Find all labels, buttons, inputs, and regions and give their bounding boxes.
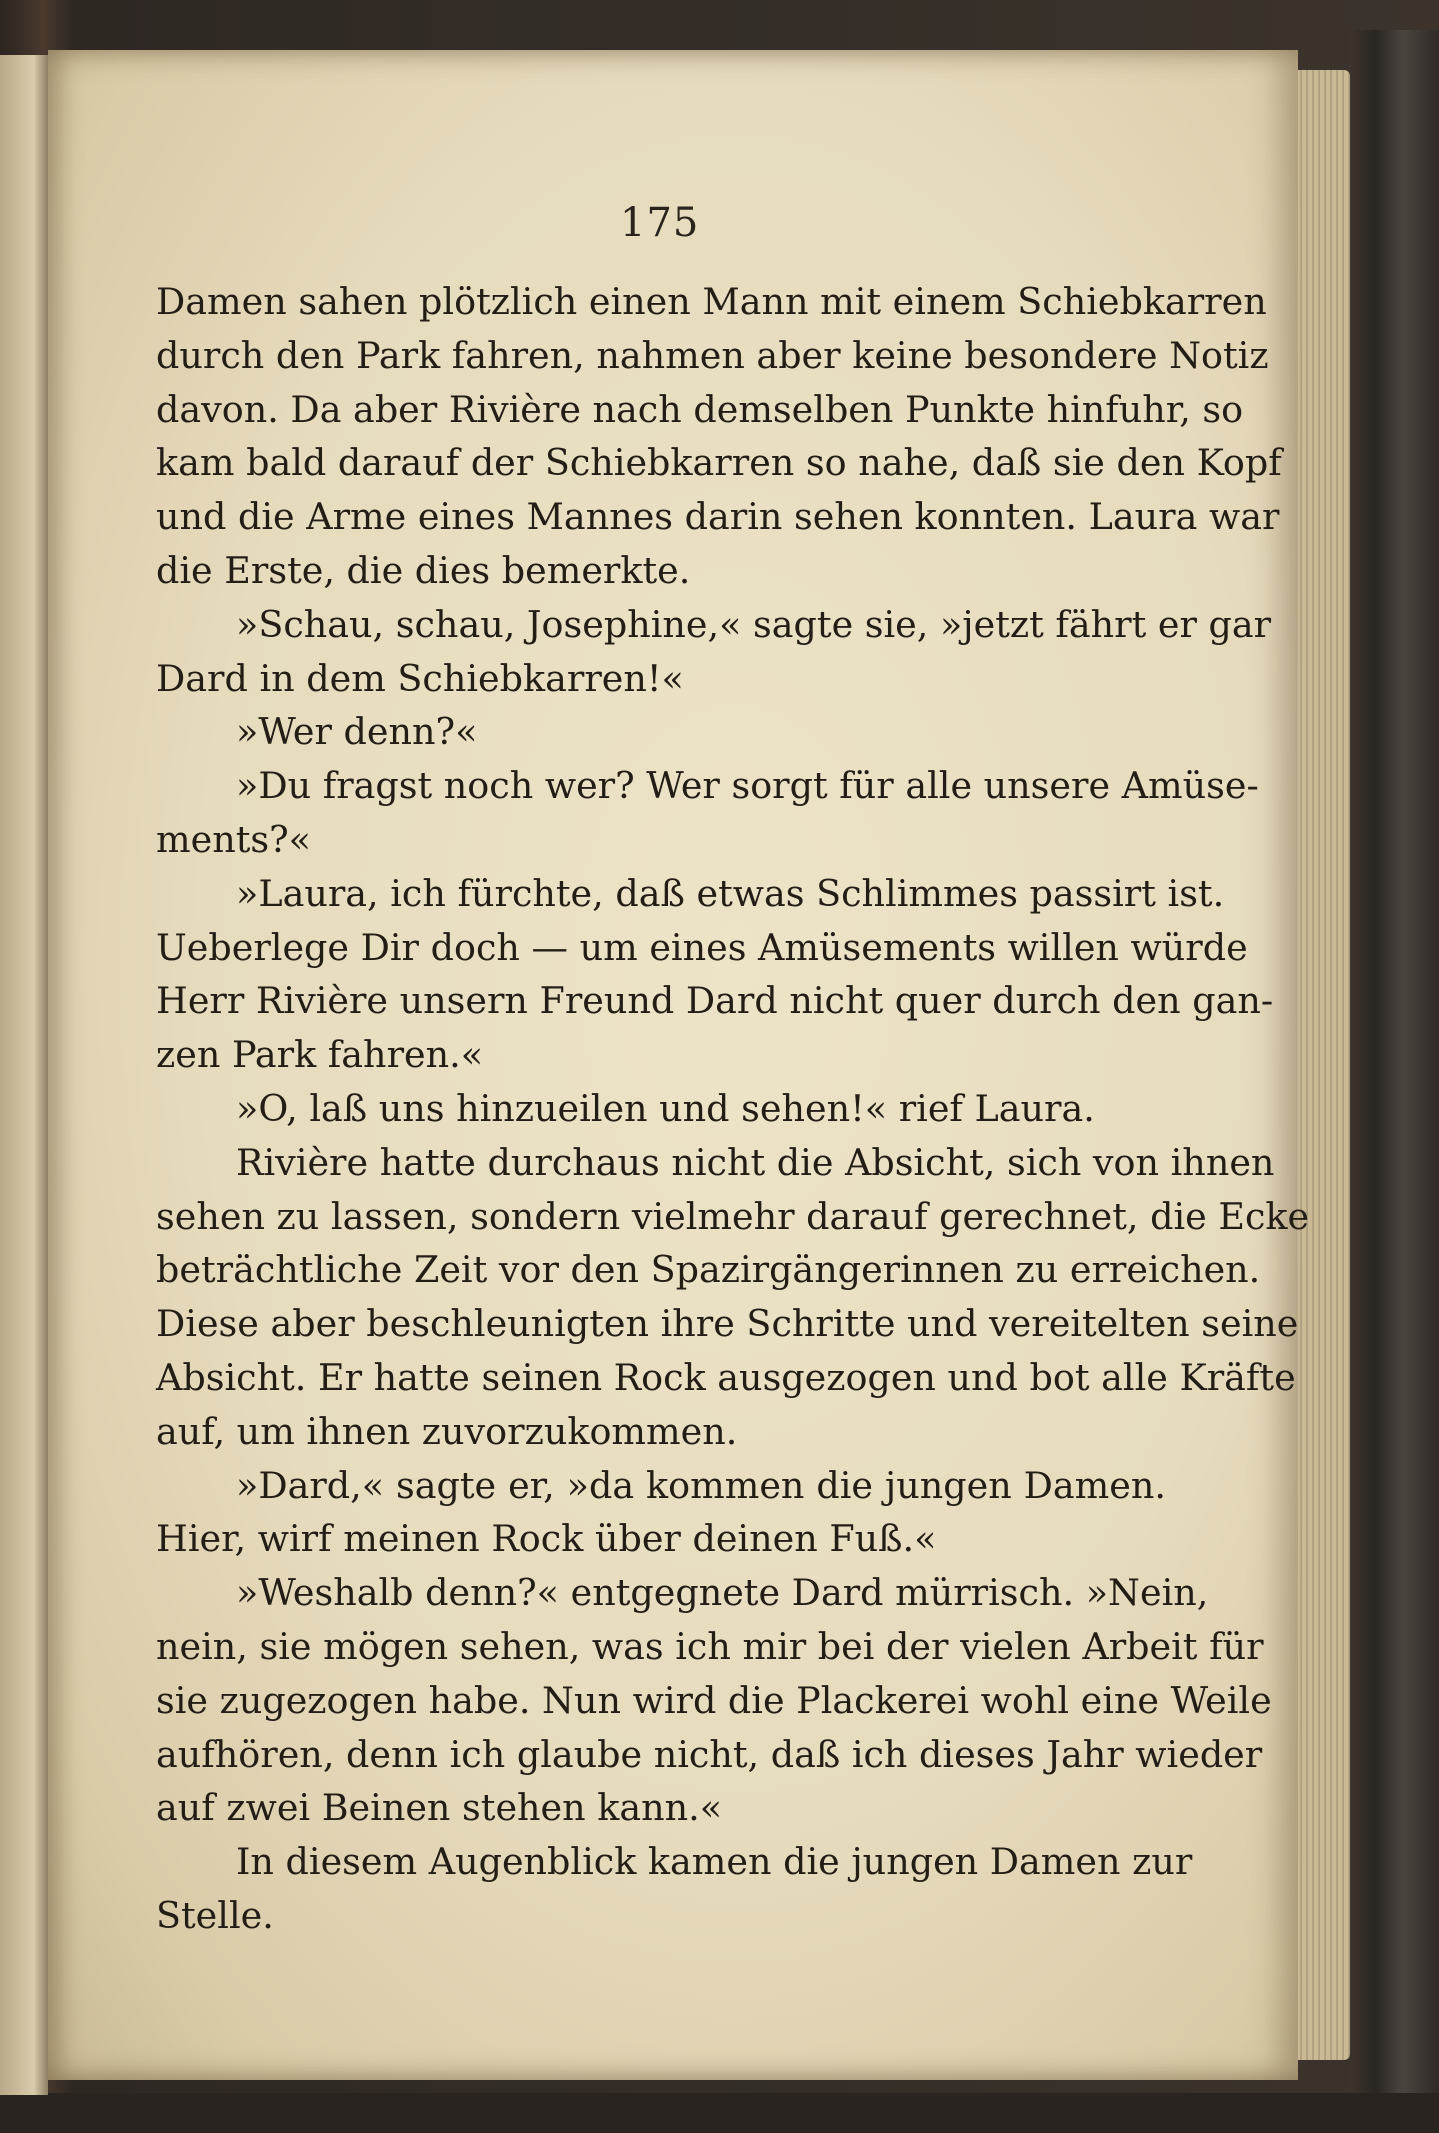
text-line: »Schau, schau, Josephine,« sagte sie, »jetzt fährt er gar [236, 602, 1272, 646]
text-line: durch den Park fahren, nahmen aber keine besondere Notiz [156, 333, 1269, 377]
text-line: auf zwei Beinen stehen kann.« [156, 1786, 723, 1830]
text-line: Damen sahen plötzlich einen Mann mit einem Schiebkarren [156, 280, 1267, 323]
text-line: Stelle. [156, 1893, 274, 1937]
text-line: »Wer denn?« [236, 710, 478, 754]
text-line: Hier, wirf meinen Rock über deinen Fuß.« [156, 1517, 937, 1561]
text-line: In diesem Augenblick kamen die jungen Damen zur [236, 1840, 1193, 1884]
text-line: aufhören, denn ich glaube nicht, daß ich dieses Jahr wieder [156, 1732, 1263, 1776]
text-line: sie zugezogen habe. Nun wird die Plackerei wohl eine Weile [156, 1678, 1272, 1722]
text-line: »Du fragst noch wer? Wer sorgt für alle unsere Amüse- [236, 764, 1259, 808]
text-line: »Weshalb denn?« entgegnete Dard mürrisch. »Nein, [236, 1571, 1209, 1615]
text-line: sehen zu lassen, sondern vielmehr darauf gerechnet, die Ecke [156, 1194, 1310, 1238]
facing-page-edge [0, 55, 48, 2095]
book-page [48, 50, 1310, 2080]
text-line: »O, laß uns hinzueilen und sehen!« rief Laura. [236, 1086, 1095, 1130]
text-line: auf, um ihnen zuvorzukommen. [156, 1409, 738, 1453]
text-line: zen Park fahren.« [156, 1033, 484, 1077]
text-line: davon. Da aber Rivière nach demselben Punkte hinfuhr, so [156, 387, 1244, 431]
text-line: Diese aber beschleunigten ihre Schritte und vereitelten seine [156, 1302, 1299, 1346]
text-line: Ueberlege Dir doch — um eines Amüsements willen würde [156, 925, 1248, 969]
text-line: die Erste, die dies bemerkte. [156, 548, 691, 592]
book-cover-bottom [0, 2093, 1439, 2133]
text-line: »Dard,« sagte er, »da kommen die jungen Damen. [236, 1463, 1166, 1507]
text-line: kam bald darauf der Schiebkarren so nahe, daß sie den Kopf [156, 441, 1282, 485]
text-line: und die Arme eines Mannes darin sehen konnten. Laura war [156, 495, 1280, 539]
text-line: Absicht. Er hatte seinen Rock ausgezogen und bot alle Kräfte [156, 1355, 1296, 1399]
text-line: Dard in dem Schiebkarren!« [156, 656, 684, 700]
text-line: nein, sie mögen sehen, was ich mir bei der vielen Arbeit für [156, 1624, 1264, 1668]
text-line: Rivière hatte durchaus nicht die Absicht, sich von ihnen [236, 1140, 1275, 1184]
text-line: ments?« [156, 817, 312, 861]
text-line: »Laura, ich fürchte, daß etwas Schlimmes passirt ist. [236, 871, 1225, 915]
body-text [156, 275, 1310, 1943]
text-line: Herr Rivière unsern Freund Dard nicht quer durch den gan- [156, 979, 1274, 1023]
page-number: 175 [620, 200, 700, 246]
text-line: beträchtliche Zeit vor den Spazirgängerinnen zu erreichen. [156, 1248, 1261, 1292]
book-cover-edge [1349, 30, 1439, 2120]
